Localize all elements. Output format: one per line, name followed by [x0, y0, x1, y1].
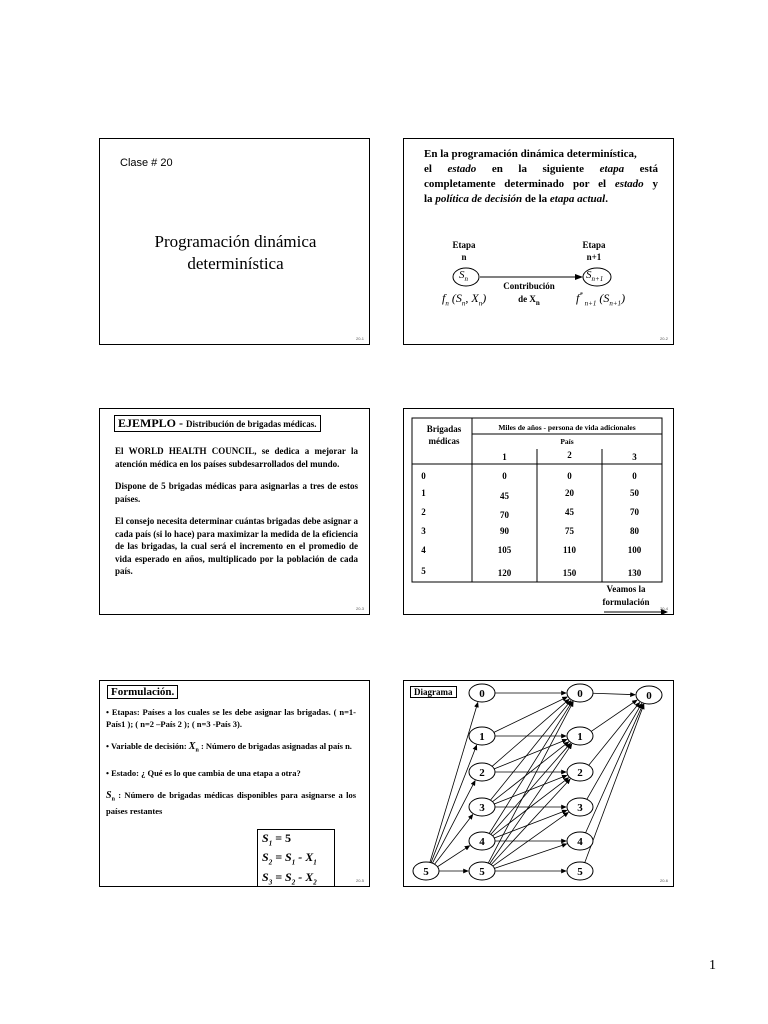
state-node-label: 0 [646, 690, 652, 702]
contribution-label: Contribución de $X_n$ [503, 281, 555, 307]
value-cell: 130 [627, 568, 642, 578]
value-cell: 105 [497, 545, 512, 555]
formulation-text: • Etapas: Países a los cuales se les debe asignar las brigadas. ( n=1- País1 ); ( n=2 –País 2 ); ( n=3 -País 3). • Variable de decisión: $X_n$ : Número de brigadas asignadas al país n. • Estado: ¿ Qué es lo que cambia de una etapa a otra? $S_n$ : Número de brigadas médicas disponibles para asignarse a los países restantes [106, 707, 356, 817]
state-node-label: 5 [479, 866, 485, 878]
slide-5 [99, 680, 370, 887]
transition-edge [494, 810, 566, 838]
slide-number: 20-3 [355, 606, 364, 611]
slide-number: 20-4 [659, 606, 668, 611]
transition-edge [587, 704, 642, 800]
state-sn-text: $S_n$ [459, 269, 468, 284]
arrow-head [575, 274, 583, 280]
formulation-heading: Formulación. [107, 685, 178, 699]
value-function-fstar: f* $_{n+1}$ $(S_{n+1})$ [576, 291, 626, 308]
value-cell: 0 [502, 471, 507, 481]
slide-number: 20-5 [355, 878, 364, 883]
slide-number: 20-1 [355, 336, 364, 341]
slide-6 [403, 680, 674, 887]
slide-3 [99, 408, 370, 615]
brigadas-cell: 2 [421, 507, 426, 517]
slide-number: 20-6 [659, 878, 668, 883]
country-col-3: 3 [632, 452, 637, 462]
slide-4 [403, 408, 674, 615]
transition-edge [593, 693, 635, 694]
table-header: Miles de años - persona de vida adicionales [498, 423, 636, 432]
brigadas-header: Brigadas médicas [426, 424, 462, 446]
brigadas-cell: 4 [421, 545, 426, 555]
value-cell: 50 [630, 488, 639, 498]
state-node-label: 4 [479, 836, 485, 848]
value-cell: 80 [630, 526, 639, 536]
transition-edge [491, 779, 570, 864]
state-node-label: 3 [479, 802, 485, 814]
transition-edge [585, 704, 644, 862]
value-cell: 70 [500, 510, 509, 520]
brigadas-cell: 0 [421, 471, 426, 481]
transition-edge [490, 744, 572, 864]
brigadas-cell: 3 [421, 526, 426, 536]
stage-diagram [404, 139, 674, 345]
state-sn1-text: $S_{n+1}$ [586, 269, 604, 284]
transition-edge [586, 704, 643, 833]
value-cell: 0 [632, 471, 637, 481]
state-node-label: 5 [577, 866, 583, 878]
state-node-label: 2 [577, 767, 583, 779]
value-function-fn: $f_n$ ($S_n$, $X_n$) [442, 291, 487, 308]
value-cell: 150 [562, 568, 577, 578]
transition-edge [493, 812, 568, 866]
state-node-label: 1 [577, 731, 583, 743]
value-cell: 75 [565, 526, 574, 536]
country-header: País [560, 437, 574, 446]
value-cell: 90 [500, 526, 509, 536]
class-number: Clase # 20 [120, 157, 173, 169]
transition-edge [494, 775, 567, 804]
transition-edge [589, 702, 640, 765]
stage-n-label: Etapa n [452, 240, 476, 262]
value-cell: 120 [497, 568, 512, 578]
value-cell: 45 [565, 507, 574, 517]
value-cell: 45 [500, 491, 509, 501]
brigadas-cell: 5 [421, 566, 426, 576]
diagram-label: Diagrama [410, 686, 457, 698]
transition-edge [492, 699, 569, 766]
slide-title: Programación dinámica determinística [154, 232, 317, 273]
transition-edge [494, 739, 567, 768]
example-heading: EJEMPLO - Distribución de brigadas médicas. [114, 415, 321, 432]
state-node-label: 1 [479, 731, 485, 743]
value-cell: 70 [630, 507, 639, 517]
example-text: El WORLD HEALTH COUNCIL, se dedica a mejorar la atención médica en los países subdesarrollados del mundo. Dispone de 5 brigadas médicas para asignarlas a tres de estos países. El consejo necesita determinar cuántas brigadas debe asignar a cada país (si lo hace) para maximizar la medida de la eficiencia de las brigadas, la cual será el incremento en el promedio de vida esperado en años, multiplicado por la población de cada país. [115, 446, 358, 576]
value-cell: 20 [565, 488, 574, 498]
brigadas-cell: 1 [421, 488, 426, 498]
page-number: 1 [709, 958, 716, 973]
definition-text: En la programación dinámica determinística, el estado en la siguiente etapa está completamente determinado por el estado y la política de decisión de la etapa actual. [424, 148, 658, 205]
country-col-2: 2 [567, 450, 572, 460]
state-node-label: 4 [577, 836, 583, 848]
state-node-label: 5 [423, 866, 429, 878]
transition-edge [591, 700, 637, 731]
value-cell: 110 [562, 545, 576, 555]
slide-number: 20-2 [659, 336, 668, 341]
state-node-label: 0 [479, 688, 485, 700]
transition-edge [489, 701, 572, 833]
value-cell: 100 [627, 545, 642, 555]
state-node-label: 3 [577, 802, 583, 814]
state-node-label: 2 [479, 767, 485, 779]
transition-edge [432, 781, 475, 863]
transition-edge [437, 846, 469, 867]
slide-1 [99, 138, 370, 345]
value-cell: 0 [567, 471, 572, 481]
transition-edge [494, 844, 566, 868]
country-col-1: 1 [502, 452, 507, 462]
stage-n1-label: Etapa n+1 [582, 240, 606, 262]
slide-2 [403, 138, 674, 345]
state-equations: $S_1 = 5$ $S_2 = S_1 - X_1$ $S_3 = S_2 - X_2$ [257, 829, 335, 887]
stage-network-diagram [404, 681, 674, 887]
next-link-label[interactable]: Veamos la formulación [602, 584, 650, 607]
state-node-label: 0 [577, 688, 583, 700]
